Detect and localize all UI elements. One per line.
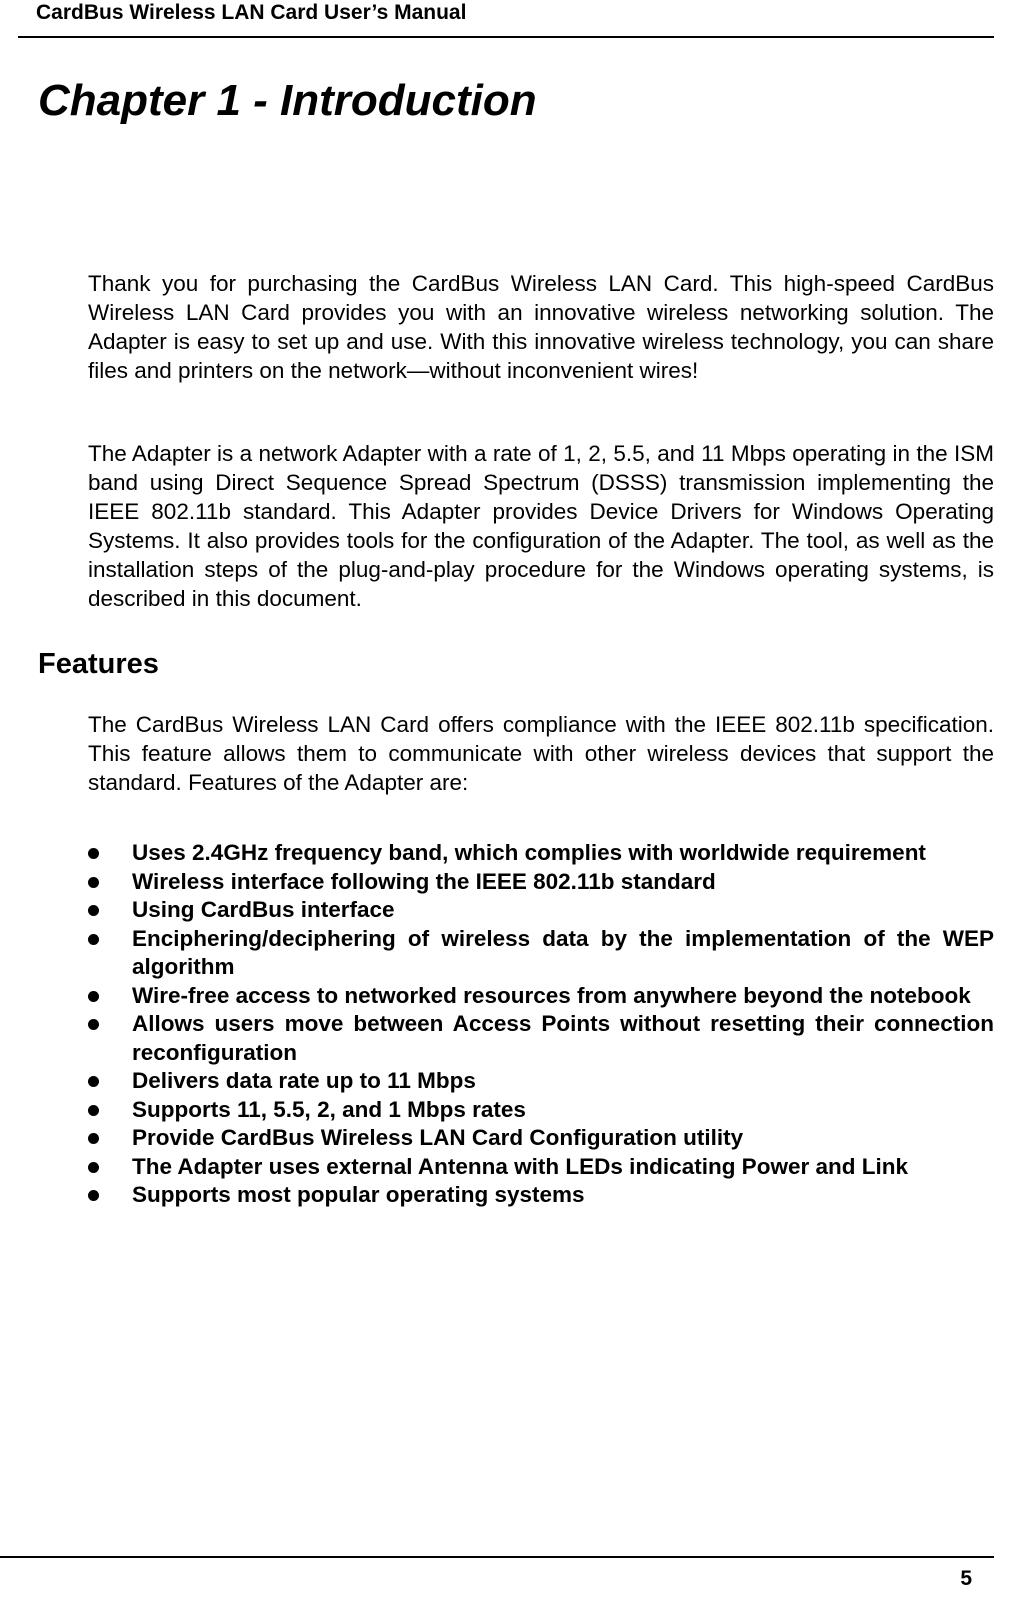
bullet-icon	[88, 905, 99, 916]
features-list	[88, 839, 994, 1210]
feature-item	[88, 1153, 994, 1182]
features-heading: Features	[38, 648, 159, 680]
feature-item	[88, 1096, 994, 1125]
intro-paragraph-2: The Adapter is a network Adapter with a rate of 1, 2, 5.5, and 11 Mbps operating in the ISM band using Direct Sequence Spread Spectrum (DSSS) transmission implementing the IEEE 802.11b standard. This Adapter provides Device Drivers for Windows Operating Systems. It also provides tools for the configuration of the Adapter. The tool, as well as the installation steps of the plug-and-play procedure for the Windows operating systems, is described in this document.	[88, 441, 994, 611]
feature-item-text: Allows users move between Access Points without resetting their connection reconfiguration	[132, 1011, 994, 1065]
feature-item	[88, 1124, 994, 1153]
bullet-icon	[88, 934, 99, 945]
bullet-icon	[88, 1190, 99, 1201]
header-divider	[18, 36, 994, 38]
bullet-icon	[88, 1105, 99, 1116]
feature-item	[88, 982, 994, 1011]
footer-divider	[0, 1556, 994, 1558]
chapter-title: Chapter 1 - Introduction	[38, 76, 537, 125]
bullet-icon	[88, 877, 99, 888]
feature-item-text: Enciphering/deciphering of wireless data by the implementation of the WEP algorithm	[132, 925, 994, 979]
feature-item-text: Uses 2.4GHz frequency band, which complies with worldwide requirement	[132, 840, 926, 865]
feature-item	[88, 839, 994, 868]
feature-item-text: Supports 11, 5.5, 2, and 1 Mbps rates	[132, 1096, 526, 1122]
feature-item-text: Wireless interface following the IEEE 802.11b standard	[132, 868, 716, 894]
running-header: CardBus Wireless LAN Card User’s Manual	[36, 1, 467, 24]
bullet-icon	[88, 1133, 99, 1144]
feature-item-text: Wire-free access to networked resources from anywhere beyond the notebook	[132, 982, 971, 1008]
page-number: 5	[960, 1567, 972, 1590]
bullet-icon	[88, 991, 99, 1002]
feature-item	[88, 896, 994, 925]
feature-item-text: Delivers data rate up to 11 Mbps	[132, 1068, 476, 1093]
feature-item-text: Supports most popular operating systems	[132, 1182, 585, 1207]
feature-item	[88, 925, 994, 982]
feature-item-text: Using CardBus interface	[132, 897, 395, 922]
feature-item	[88, 1010, 994, 1067]
feature-item-text: The Adapter uses external Antenna with LEDs indicating Power and Link	[132, 1153, 908, 1179]
feature-item	[88, 868, 994, 897]
bullet-icon	[88, 1076, 99, 1087]
feature-item-text: Provide CardBus Wireless LAN Card Configuration utility	[132, 1125, 744, 1150]
bullet-icon	[88, 1162, 99, 1173]
feature-item	[88, 1067, 994, 1096]
bullet-icon	[88, 1019, 99, 1030]
features-intro-paragraph: The CardBus Wireless LAN Card offers compliance with the IEEE 802.11b specification. This feature allows them to communicate with other wireless devices that support the standard. Features of the Adapter are:	[88, 712, 994, 795]
bullet-icon	[88, 848, 99, 859]
intro-paragraph-1: Thank you for purchasing the CardBus Wireless LAN Card. This high-speed CardBus Wireless LAN Card provides you with an innovative wireless networking solution. The Adapter is easy to set up and use. With this innovative wireless technology, you can share files and printers on the network—without inconvenient wires!	[88, 271, 994, 383]
feature-item	[88, 1181, 994, 1210]
